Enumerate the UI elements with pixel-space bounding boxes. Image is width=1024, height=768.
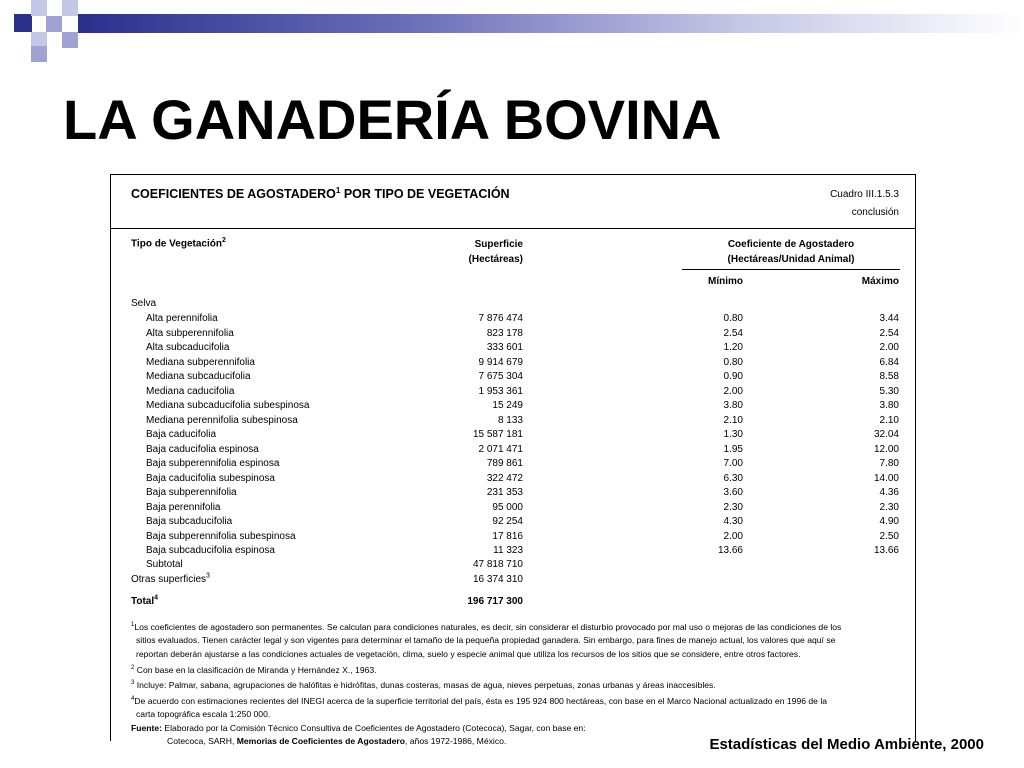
decor-square-2 — [31, 0, 47, 16]
col-header-coeficiente: Coeficiente de Agostadero (Hectáreas/Unidad Animal) — [727, 239, 855, 265]
table-row: Baja caducifolia subespinosa 322 472 6.30 14.00 — [146, 472, 899, 484]
decor-square-3 — [46, 16, 62, 32]
footnote-3: $^3$ Incluye: Palmar, sabana, agrupaciones de halófitas e hidrófitas, dunas costeras, masas de agua, nieves perpetuas, zonas urbanas y áreas inaccesibles. — [131, 679, 716, 690]
subtotal-row: Subtotal 47 818 710 — [146, 559, 523, 570]
table-row: Mediana perennifolia subespinosa 8 133 2.10 2.10 — [146, 414, 899, 426]
col-header-superficie: Superficie (Hectáreas) — [468, 239, 523, 265]
table-row: Baja subperennifolia 231 353 3.60 4.36 — [146, 487, 899, 498]
slide-title: LA GANADERÍA BOVINA — [63, 88, 722, 151]
decor-square-4 — [62, 0, 78, 16]
cuadro-label: Cuadro III.1.5.3 conclusión — [830, 189, 899, 218]
footnote-2: $^2$ Con base en la clasificación de Miranda y Hernández X., 1963. — [131, 664, 377, 675]
source-footer: Estadísticas del Medio Ambiente, 2000 — [709, 736, 984, 753]
decor-square-7 — [31, 46, 47, 62]
footnote-1: $^1$Los coeficientes de agostadero son permanentes. Se calculan para condiciones naturales, es decir, sin considerar el disturbio provocado por mal uso o mejoras de las condiciones de los — [131, 621, 842, 632]
table-header — [111, 175, 915, 229]
table-row: Baja subcaducifolia espinosa 11 323 13.66 13.66 — [146, 545, 899, 556]
fuente: Fuente: Elaborado por la Comisión Técnico Consultiva de Coeficientes de Agostadero (Cotecoca), Sagar, con base en: — [131, 722, 586, 733]
col-header-tipo: Tipo de Vegetación$^2$ — [131, 237, 226, 250]
table-row: Baja subperennifolia espinosa 789 861 7.00 7.80 — [146, 458, 899, 469]
col-header-max: Máximo — [861, 276, 899, 287]
coef-underline — [682, 269, 900, 270]
table-row: Mediana subperennifolia 9 914 679 0.80 6.84 — [146, 356, 899, 368]
table-row: Baja caducifolia 15 587 181 1.30 32.04 — [146, 429, 899, 440]
table-row: Baja perennifolia 95 000 2.30 2.30 — [146, 501, 899, 513]
total-row: Total$^4$ 196 717 300 — [131, 594, 523, 607]
table-row: Mediana subcaducifolia subespinosa 15 249 3.80 3.80 — [146, 400, 899, 411]
footnote-4: $^4$De acuerdo con estimaciones recientes del INEGI acerca de la superficie territorial del país, ésta es 195 924 800 hectáreas, con base en el Marco Nacional actualizado en 1996 de la — [131, 695, 828, 706]
decor-square-1 — [14, 14, 32, 32]
data-table — [110, 174, 916, 747]
decor-square-5 — [62, 32, 78, 48]
table-row: Baja caducifolia espinosa 2 071 471 1.95 12.00 — [146, 443, 899, 455]
otras-superficies-row: Otras superficies$^3$ 16 374 310 — [131, 572, 523, 585]
group-label-selva: Selva — [131, 298, 157, 309]
decor-gradient-bar — [78, 14, 1024, 33]
table-row: Alta perennifolia 7 876 474 0.80 3.44 — [146, 313, 899, 324]
footnotes: $^1$Los coeficientes de agostadero son permanentes. Se calculan para condiciones naturales, es decir, sin considerar el disturbio provocado por mal uso o mejoras de las condiciones de los sitios evaluados. Tienen carácter legal y son vigentes para determinar el tamaño de la pequeña propiedad ganadera. Sin embargo, para fines de manejo actual, los valores que aquí se reportan deberán ajustarse a las condiciones actuales de vegetación, clima, suelo y especie animal que utiliza los recursos de los sitios que se considere, entre otros factores. $^2$ Con base en la clasificación de Miranda y Hernández X., 1963. $^3$ Incluye: Palmar, sabana, agrupaciones de halófitas e hidrófitas, dunas costeras, masas de agua, nieves perpetuas, zonas urbanas y áreas inaccesibles. $^4$De acuerdo con estimaciones recientes del INEGI acerca de la superficie territorial del país, ésta es 195 924 800 hectáreas, con base en el Marco Nacional actualizado en 1996 de la carta topográfica escala 1:250 000. Fuente: Elaborado por la Comisión Técnico Consultiva de Coeficientes de Agostadero (Cotecoca), Sagar, con base en: Cotecoca, SARH, Memorias de Coeficientes de Agostadero, años 1972-1986, México. — [131, 619, 901, 749]
col-header-min: Mínimo — [708, 276, 743, 287]
table-row: Baja subperennifolia subespinosa 17 816 2.00 2.50 — [146, 530, 899, 542]
table-row: Mediana subcaducifolia 7 675 304 0.90 8.58 — [146, 371, 899, 382]
table-row: Baja subcaducifolia 92 254 4.30 4.90 — [146, 516, 899, 527]
table-row: Mediana caducifolia 1 953 361 2.00 5.30 — [146, 385, 899, 397]
table-row: Alta subperennifolia 823 178 2.54 2.54 — [146, 327, 899, 339]
table-row: Alta subcaducifolia 333 601 1.20 2.00 — [146, 342, 899, 353]
table-title: COEFICIENTES DE AGOSTADERO$^1$ POR TIPO DE VEGETACIÓN — [131, 186, 510, 202]
